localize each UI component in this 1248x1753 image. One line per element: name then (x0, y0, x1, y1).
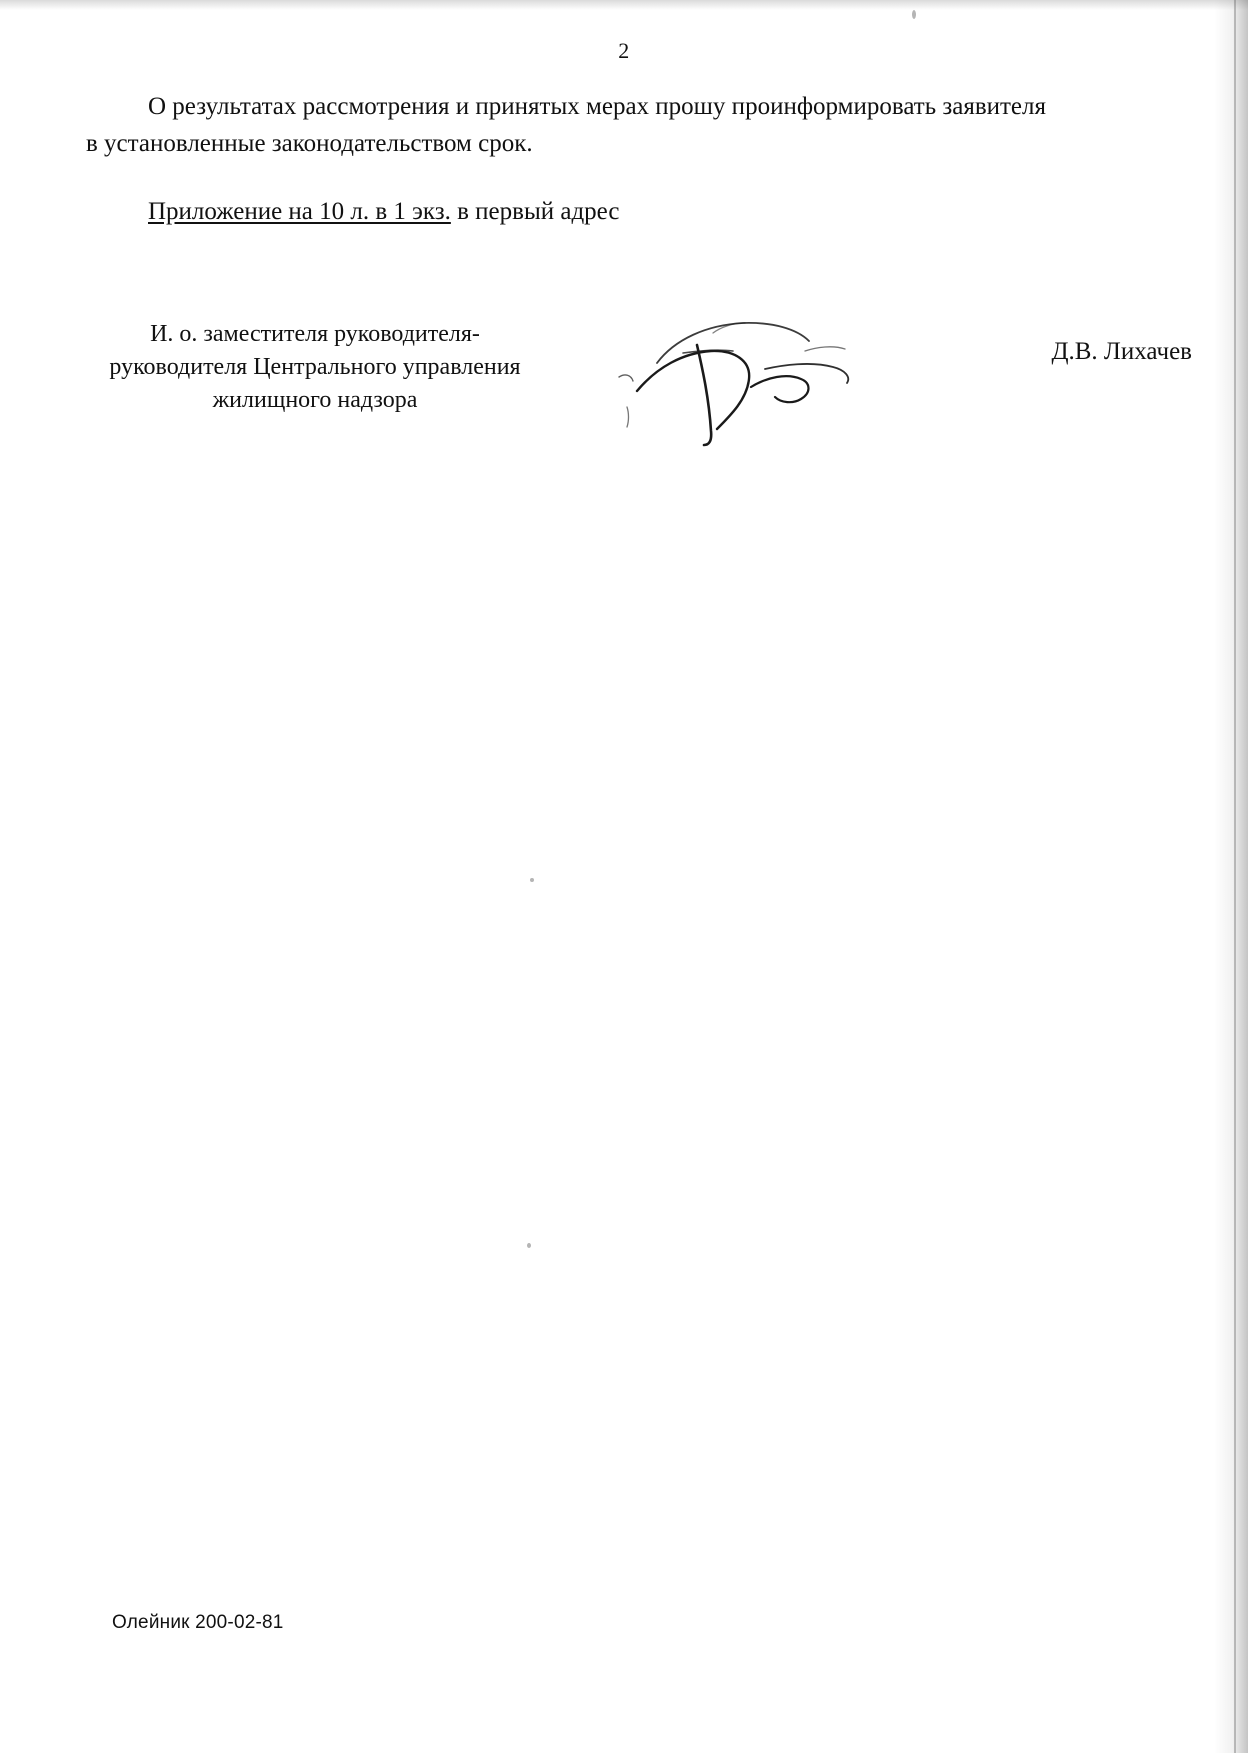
signatory-title-line-1: И. о. заместителя руководителя- (150, 321, 480, 347)
attachment-note (148, 198, 620, 226)
scan-edge-right (1214, 0, 1248, 1753)
scan-speck (912, 10, 916, 19)
attachment-note-rest: в первый адрес (450, 198, 620, 225)
attachment-note-underlined: Приложение на 10 л. в 1 экз. (148, 198, 451, 225)
scan-speck (527, 1243, 531, 1248)
signatory-title-line-2: руководителя Центрального управления (109, 354, 521, 381)
scan-speck (530, 878, 534, 882)
body-paragraph-text: О результатах рассмотрения и принятых мерах прошу проинформировать заявителя в установленные законодательством срок. (86, 93, 1046, 157)
scan-edge-top (0, 0, 1248, 10)
signer-name: Д.В. Лихачев (1051, 338, 1192, 365)
executor-contact: Олейник 200-02-81 (112, 1612, 284, 1633)
handwritten-signature-icon (565, 295, 895, 450)
body-paragraph (86, 88, 1046, 162)
scan-border-line (1234, 0, 1236, 1753)
signatory-title-line-3: жилищного надзора (212, 387, 418, 414)
page-number: 2 (618, 38, 630, 63)
signatory-title (80, 318, 550, 417)
